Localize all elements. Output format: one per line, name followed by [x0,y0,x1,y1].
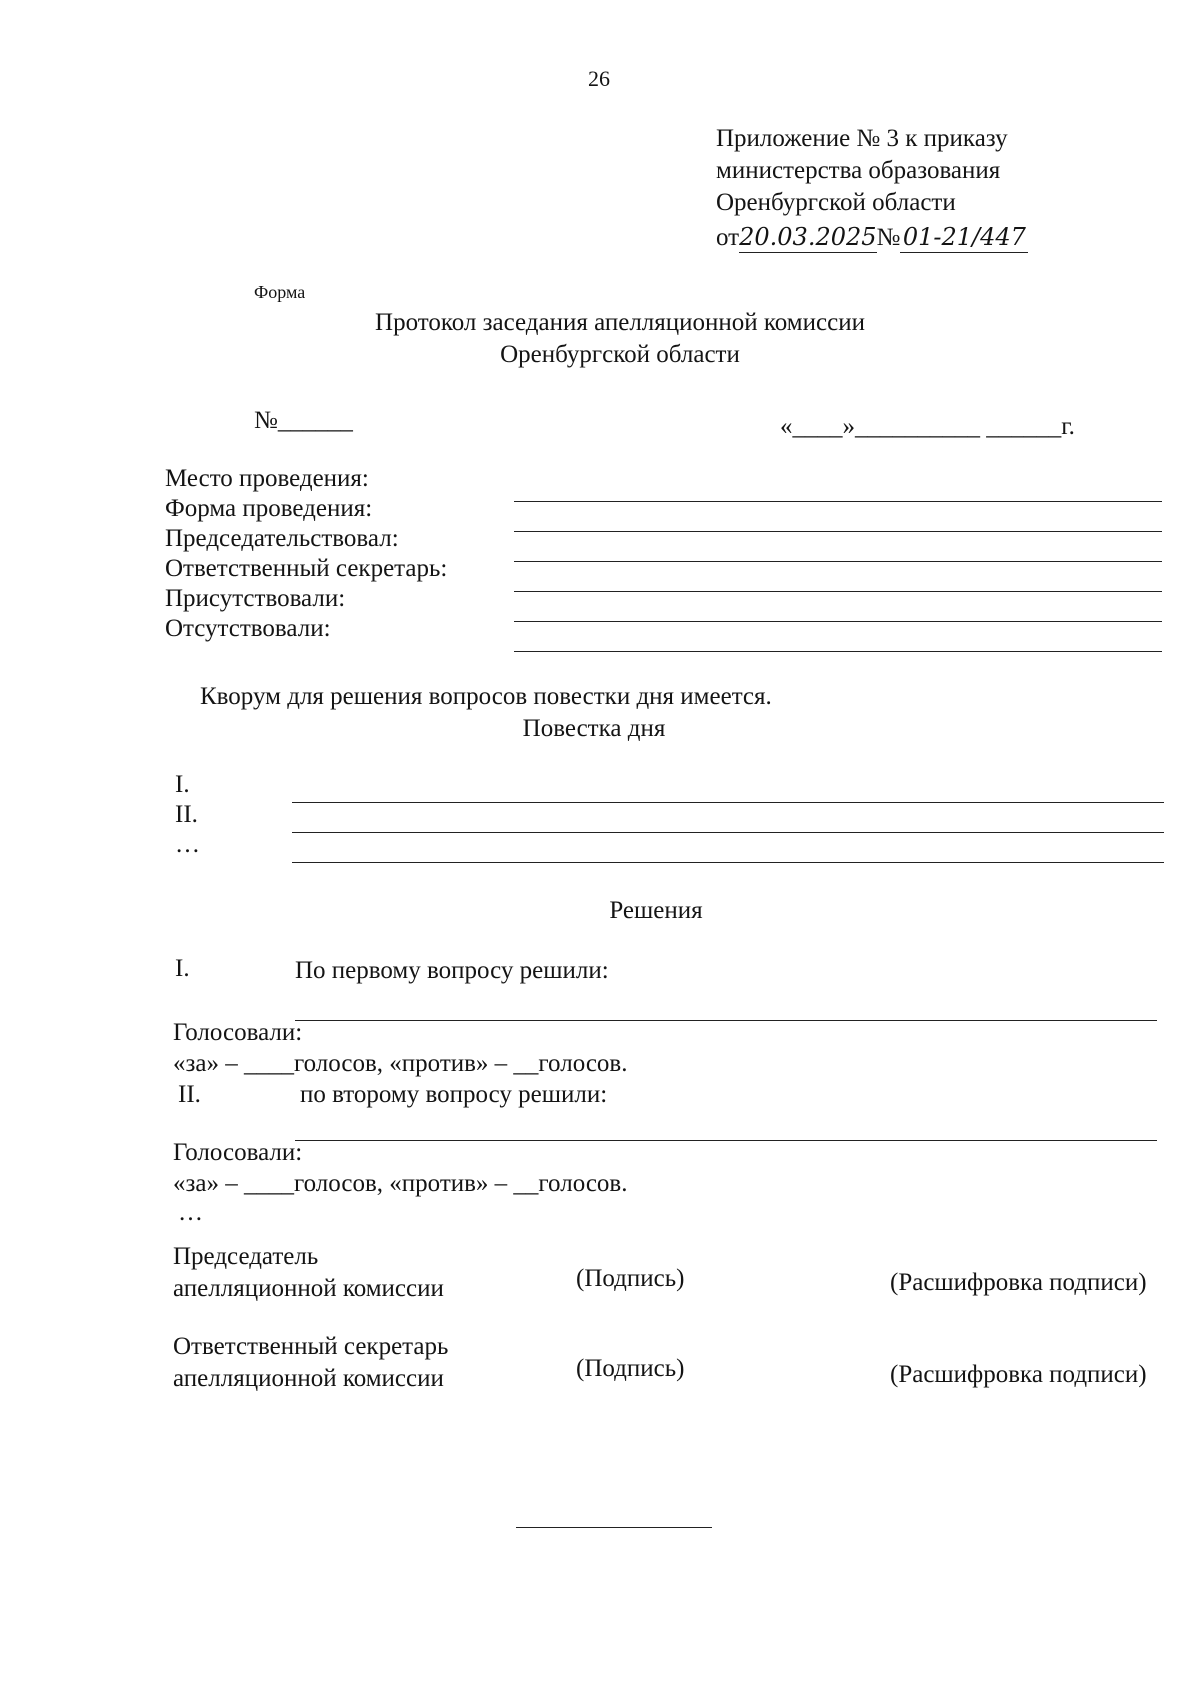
closing-divider [516,1527,712,1528]
appendix-order-line [716,222,1028,253]
field-format: Форма проведения: [165,495,373,522]
field-absent-line [514,651,1162,652]
chair-signature: (Подпись) [576,1265,685,1292]
agenda-item-1: I. [175,771,190,798]
decision-2-line [295,1140,1157,1141]
field-venue-line [514,501,1162,502]
secretary-role-line-2: апелляционной комиссии [173,1365,444,1392]
agenda-item-1-line [292,802,1164,803]
field-present: Присутствовали: [165,585,346,612]
document-title-line-2: Оренбургской области [500,341,740,368]
agenda-item-2-line [292,832,1164,833]
field-absent: Отсутствовали: [165,615,331,642]
field-present-line [514,621,1162,622]
decision-2-votes: «за» – ____голосов, «против» – __голосов. [173,1170,628,1197]
order-number: 01-21/447 [900,222,1028,253]
chair-role-line-2: апелляционной комиссии [173,1275,444,1302]
chair-signature-decoding: (Расшифровка подписи) [890,1269,1147,1296]
decision-1-line [295,1020,1157,1021]
from-label: от [716,224,740,251]
decision-1-voted-label: Голосовали: [173,1019,303,1046]
decision-1-votes: «за» – ____голосов, «против» – __голосов. [173,1050,628,1077]
decision-2-voted-label: Голосовали: [173,1139,303,1166]
secretary-role-line-1: Ответственный секретарь [173,1333,449,1360]
field-format-line [514,531,1162,532]
decision-2-number: II. [178,1081,201,1108]
agenda-item-more-line [292,862,1164,863]
agenda-item-2: II. [175,801,198,828]
secretary-signature-decoding: (Расшифровка подписи) [890,1361,1147,1388]
protocol-number-field: №______ [254,407,353,434]
page-number: 26 [588,66,610,91]
field-chair-line [514,561,1162,562]
agenda-item-more: … [175,831,200,858]
appendix-line-2: министерства образования [716,157,1001,184]
decision-1-number: I. [175,955,190,982]
field-venue: Место проведения: [165,465,369,492]
field-secretary: Ответственный секретарь: [165,555,448,582]
appendix-line-3: Оренбургской области [716,189,956,216]
form-label: Форма [254,282,306,302]
order-date: 20.03.2025 [739,223,877,251]
document-title-line-1: Протокол заседания апелляционной комиссии [375,309,865,336]
field-secretary-line [514,591,1162,592]
agenda-heading: Повестка дня [522,715,666,742]
protocol-date-field: «____»__________ ______г. [780,413,1075,440]
decision-2-text: по второму вопросу решили: [300,1081,608,1108]
field-chair: Председательствовал: [165,525,399,552]
number-label: № [876,224,901,251]
decision-1-text: По первому вопросу решили: [295,957,609,984]
decisions-heading: Решения [609,897,703,924]
decisions-ellipsis: … [178,1199,203,1226]
quorum-statement: Кворум для решения вопросов повестки дня имеется. [200,683,772,710]
chair-role-line-1: Председатель [173,1243,319,1270]
secretary-signature: (Подпись) [576,1355,685,1382]
appendix-line-1: Приложение № 3 к приказу [716,125,1008,152]
